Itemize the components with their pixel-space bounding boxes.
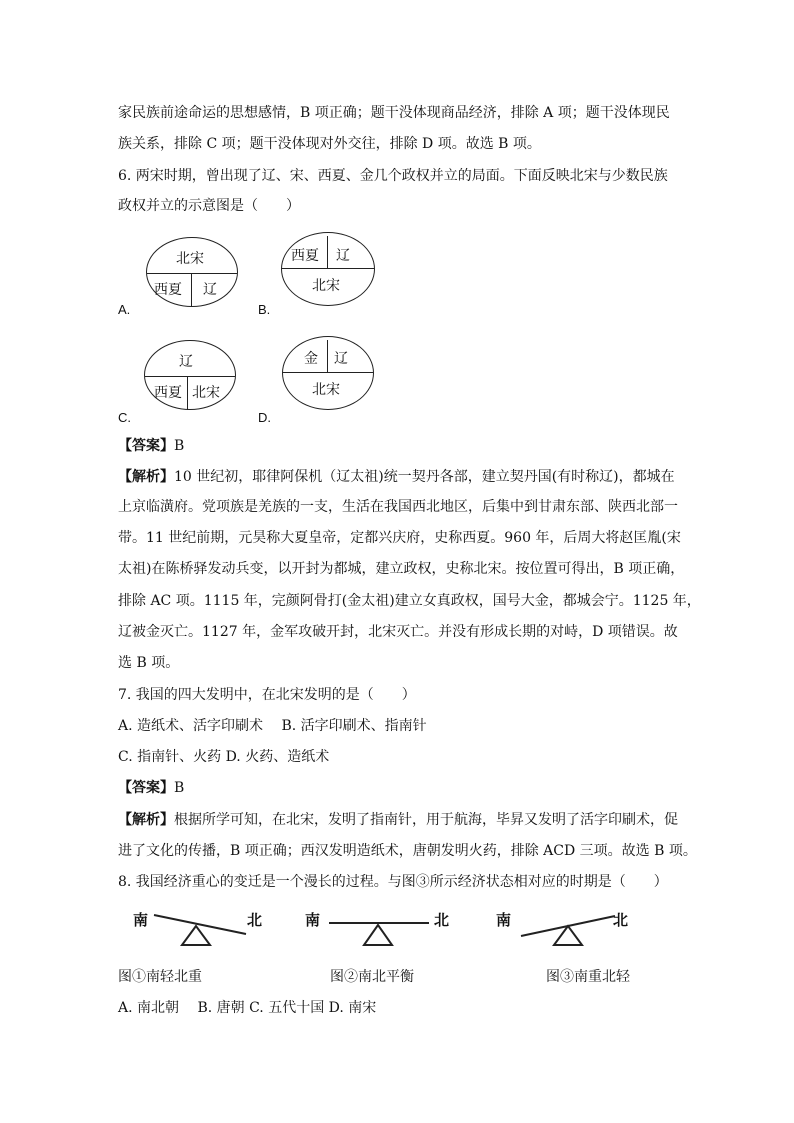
question-6-stem: 6. 两宋时期，曾出现了辽、宋、西夏、金几个政权并立的局面。下面反映北宋与少数民族 <box>118 168 668 184</box>
north-label: 北 <box>247 911 263 929</box>
text-line: 10 世纪初，耶律阿保机（辽太祖)统一契丹各部，建立契丹国(有时称辽)，都城在 <box>174 469 675 485</box>
region-label: 北宋 <box>192 385 220 401</box>
text-line: 族关系，排除 C 项；题干没体现对外交往，排除 D 项。故选 B 项。 <box>118 136 541 152</box>
scale-caption: 图③南重北轻 <box>546 969 630 985</box>
text-line: 太祖)在陈桥驿发动兵变，以开封为都城，建立政权，史称北宋。按位置可得出，B 项正确， <box>118 561 685 577</box>
option-c-label: C. <box>118 410 131 425</box>
scale-caption: 图①南轻北重 <box>118 969 202 985</box>
north-label: 北 <box>613 911 629 929</box>
text-line: 选 B 项。 <box>118 655 180 671</box>
region-label: 金 <box>304 351 318 367</box>
answer-label: 【答案】 <box>118 780 174 796</box>
region-label: 北宋 <box>312 382 340 398</box>
answer-line <box>118 778 184 798</box>
region-label: 辽 <box>179 354 193 370</box>
question-7-options: A. 造纸术、活字印刷术 B. 活字印刷术、指南针 <box>118 718 427 734</box>
analysis-line <box>118 467 675 487</box>
analysis-label: 【解析】 <box>118 812 174 828</box>
seesaw-icon <box>325 905 435 950</box>
region-label: 北宋 <box>312 278 340 294</box>
region-label: 辽 <box>203 282 217 298</box>
region-label: 西夏 <box>291 248 319 264</box>
text-line: 辽被金灭亡。1127 年，金军攻破开封，北宋灭亡。并没有形成长期的对峙，D 项错误。故 <box>118 624 678 640</box>
region-label: 西夏 <box>154 282 182 298</box>
question-8-options: A. 南北朝 B. 唐朝 C. 五代十国 D. 南宋 <box>118 1000 377 1016</box>
option-b-label: B. <box>258 302 271 317</box>
text-line: 排除 AC 项。1115 年，完颜阿骨打(金太祖)建立女真政权，国号大金，都城会宁。1125 年， <box>118 593 701 609</box>
seesaw-icon <box>150 905 263 950</box>
seesaw-icon <box>517 905 627 950</box>
text-line: 进了文化的传播，B 项正确；西汉发明造纸术，唐朝发明火药，排除 ACD 三项。故选 B 项。 <box>118 843 697 859</box>
option-a-label: A. <box>118 302 131 317</box>
text-line: 带。11 世纪前期，元昊称大夏皇帝，定都兴庆府，史称西夏。960 年，后周大将赵匡胤(宋 <box>118 530 681 546</box>
answer-value: B <box>174 438 185 454</box>
option-d-label: D. <box>258 410 271 425</box>
region-label: 西夏 <box>154 385 182 401</box>
south-label: 南 <box>496 911 512 929</box>
answer-label: 【答案】 <box>118 438 174 454</box>
question-7-stem: 7. 我国的四大发明中，在北宋发明的是（ ） <box>118 687 416 703</box>
scale-caption: 图②南北平衡 <box>330 969 414 985</box>
question-7-options: C. 指南针、火药 D. 火药、造纸术 <box>118 749 330 765</box>
question-6-stem: 政权并立的示意图是（ ） <box>118 198 300 214</box>
text-line: 根据所学可知，在北宋，发明了指南针，用于航海，毕昇又发明了活字印刷术，促 <box>174 812 678 828</box>
north-label: 北 <box>434 911 450 929</box>
region-label: 辽 <box>334 351 348 367</box>
analysis-line <box>118 810 678 830</box>
answer-value: B <box>174 780 185 796</box>
question-8-stem: 8. 我国经济重心的变迁是一个漫长的过程。与图③所示经济状态相对应的时期是（ ） <box>118 874 668 890</box>
analysis-label: 【解析】 <box>118 469 174 485</box>
south-label: 南 <box>305 911 321 929</box>
region-label: 辽 <box>336 248 350 264</box>
answer-line <box>118 436 184 456</box>
region-label: 北宋 <box>176 251 204 267</box>
south-label: 南 <box>133 911 149 929</box>
text-line: 上京临潢府。党项族是羌族的一支，生活在我国西北地区，后集中到甘肃东部、陕西北部一 <box>118 499 678 515</box>
text-line: 家民族前途命运的思想感情，B 项正确；题干没体现商品经济，排除 A 项；题干没体现民 <box>118 105 670 121</box>
